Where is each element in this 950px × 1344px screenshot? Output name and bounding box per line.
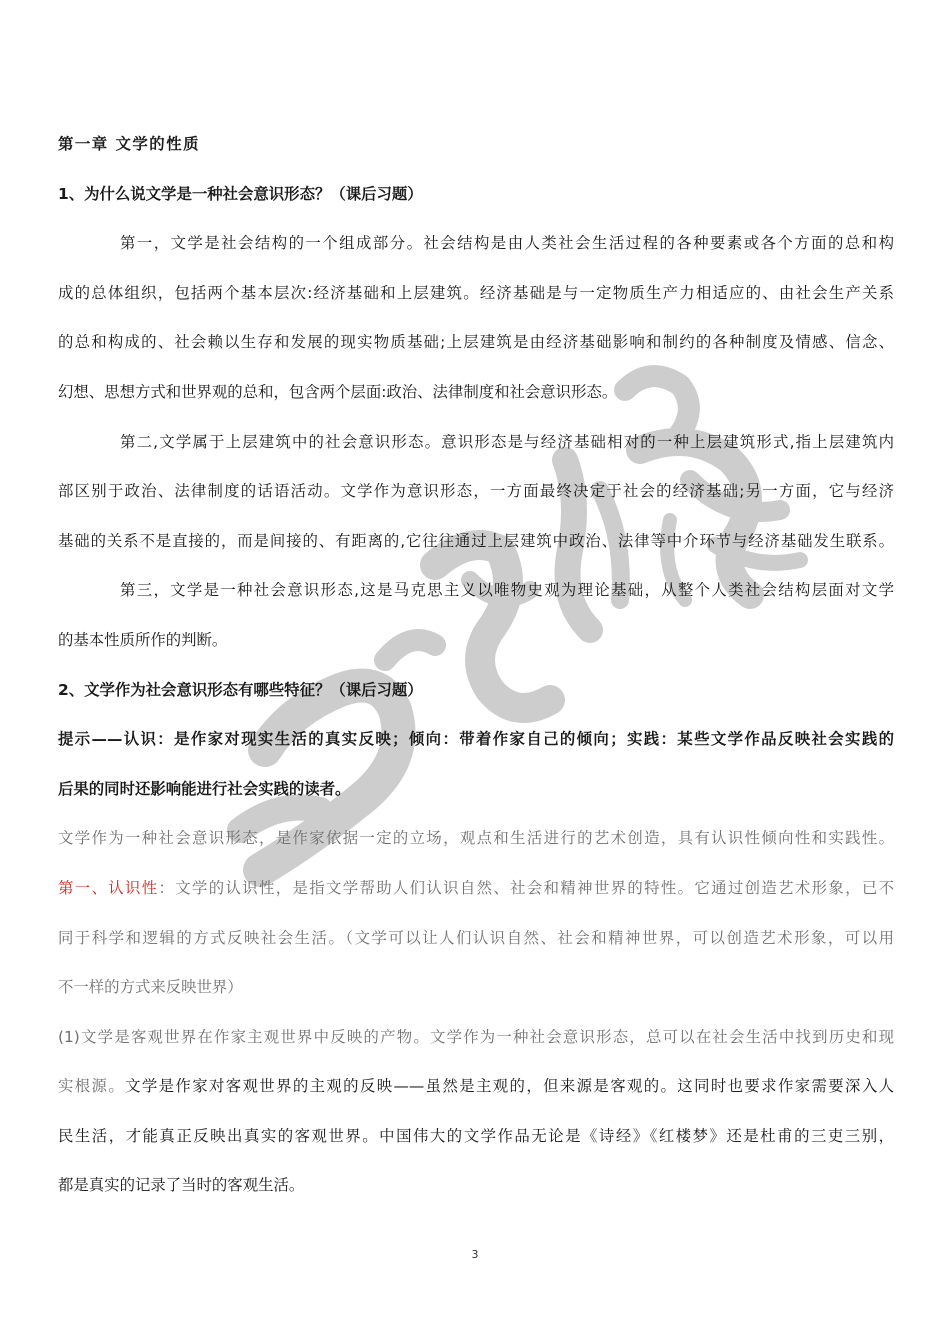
q1-paragraph-1-line: 的总和构成的、社会赖以生存和发展的现实物质基础;上层建筑是由经济基础影响和制约的各种制度及情感、信念、 — [58, 333, 894, 352]
q2-cognition-line: 同于科学和逻辑的方式反映社会生活。（文学可以让人们认识自然、社会和精神世界，可以创造艺术形象，可以用 — [58, 928, 894, 947]
page-number: 3 — [471, 1248, 479, 1261]
q2-point-1-line — [58, 1062, 894, 1112]
q1-paragraph-2-line: 基础的关系不是直接的，而是间接的、有距离的,它往往通过上层建筑中政治、法律等中介环节与经济基础发生联系。 — [58, 531, 894, 550]
q1-paragraph-3-line: 第三，文学是一种社会意识形态,这是马克思主义以唯物史观为理论基础，从整个人类社会结构层面对文学 — [120, 581, 894, 600]
question-2-title: 2、文学作为社会意识形态有哪些特征？（课后习题） — [58, 680, 423, 699]
q2-summary: 文学作为一种社会意识形态，是作家依据一定的立场，观点和生活进行的艺术创造，具有认识性倾向性和实践性。 — [58, 829, 894, 848]
q2-cognition-line — [58, 864, 894, 914]
question-1-title: 1、为什么说文学是一种社会意识形态？（课后习题） — [58, 184, 423, 203]
q1-paragraph-2-line: 部区别于政治、法律制度的话语活动。文学作为意识形态，一方面最终决定于社会的经济基础;另一方面，它与经济 — [58, 482, 894, 501]
q2-hint-line: 提示——认识：是作家对现实生活的真实反映；倾向：带着作家自己的倾向；实践：某些文学作品反映社会实践的 — [58, 730, 894, 749]
point-1-intro-end: 实根源。 — [58, 1077, 126, 1096]
cognition-label: 第一、认识性 — [58, 878, 159, 897]
document-body — [58, 120, 894, 1211]
q2-point-1-line: 民生活，才能真正反映出真实的客观世界。中国伟大的文学作品无论是《诗经》《红楼梦》还是杜甫的三吏三别， — [58, 1126, 894, 1145]
q2-point-1-line: 都是真实的记录了当时的客观生活。 — [58, 1176, 305, 1195]
q1-paragraph-1-line: 幻想、思想方式和世界观的总和，包含两个层面:政治、法律制度和社会意识形态。 — [58, 382, 618, 401]
q2-hint-line: 后果的同时还影响能进行社会实践的读者。 — [58, 779, 351, 798]
q1-paragraph-3-line: 的基本性质所作的判断。 — [58, 630, 228, 649]
cognition-text: ：文学的认识性，是指文学帮助人们认识自然、社会和精神世界的特性。它通过创造艺术形象，已不 — [158, 878, 894, 897]
q1-paragraph-1-line: 成的总体组织，包括两个基本层次:经济基础和上层建筑。经济基础是与一定物质生产力相适应的、由社会生产关系 — [58, 283, 894, 302]
q2-cognition-line: 不一样的方式来反映世界） — [58, 978, 243, 997]
q1-paragraph-2-line: 第二,文学属于上层建筑中的社会意识形态。意识形态是与经济基础相对的一种上层建筑形式,指上层建筑内 — [120, 432, 894, 451]
chapter-title: 第一章 文学的性质 — [58, 135, 200, 153]
q2-point-1-line: (1)文学是客观世界在作家主观世界中反映的产物。文学作为一种社会意识形态，总可以在社会生活中找到历史和现 — [58, 1027, 894, 1046]
q1-paragraph-1-line: 第一，文学是社会结构的一个组成部分。社会结构是由人类社会生活过程的各种要素或各个方面的总和构 — [120, 234, 894, 253]
point-1-rest: 文学是作家对客观世界的主观的反映——虽然是主观的，但来源是客观的。这同时也要求作家需要深入人 — [125, 1077, 894, 1096]
